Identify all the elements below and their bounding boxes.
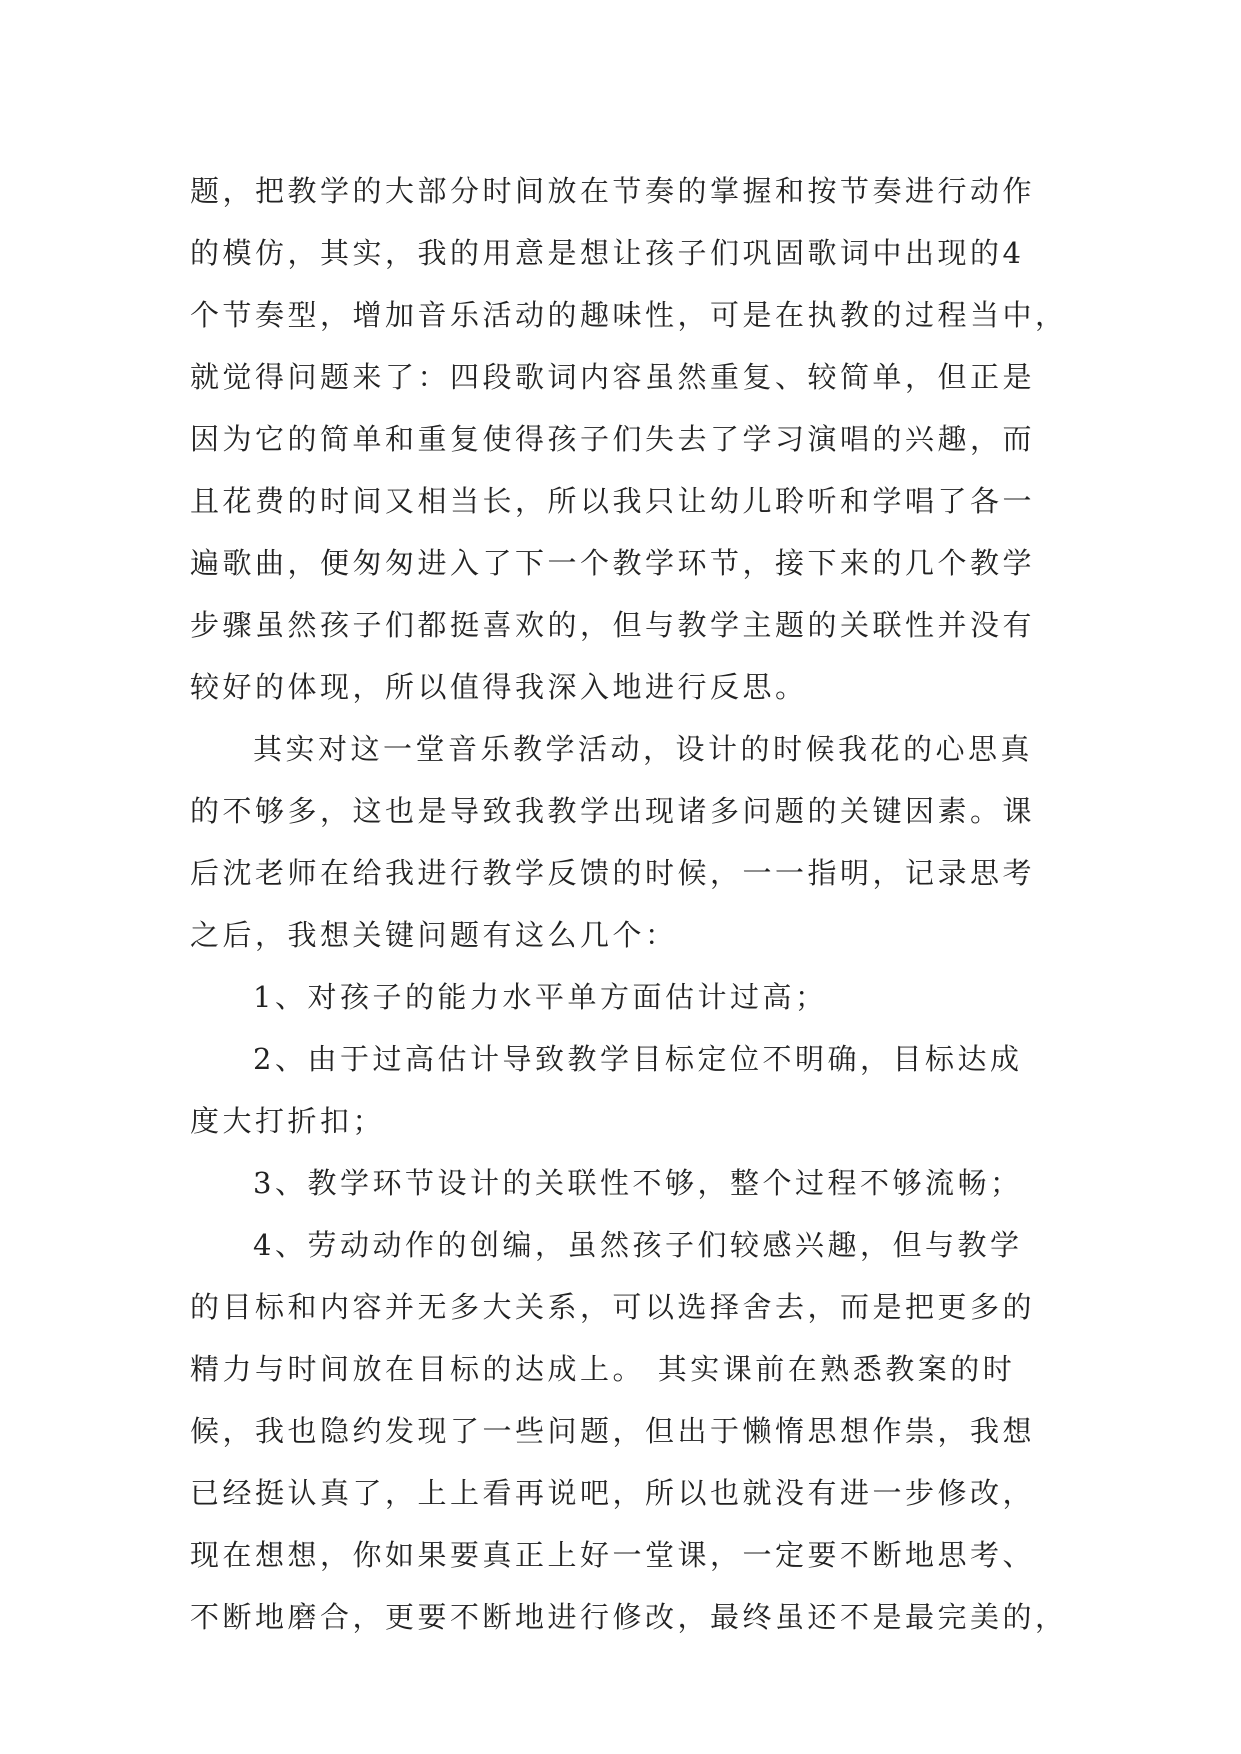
text-line: 其实对这一堂音乐教学活动，设计的时候我花的心思真 — [253, 732, 1034, 766]
text-line: 之后，我想关键问题有这么几个： — [190, 918, 678, 952]
text-line: 4、劳动动作的创编，虽然孩子们较感兴趣，但与教学 — [253, 1228, 1023, 1262]
text-line: 个节奏型，增加音乐活动的趣味性，可是在执教的过程当中， — [190, 298, 1068, 332]
text-line: 的不够多，这也是导致我教学出现诸多问题的关键因素。课 — [190, 794, 1036, 828]
text-line: 度大打折扣； — [190, 1104, 386, 1138]
document-body — [190, 160, 1068, 1648]
text-line: 精力与时间放在目标的达成上。 其实课前在熟悉教案的时 — [190, 1352, 1016, 1386]
text-line: 且花费的时间又相当长，所以我只让幼儿聆听和学唱了各一 — [190, 484, 1036, 518]
text-line: 因为它的简单和重复使得孩子们失去了学习演唱的兴趣，而 — [190, 422, 1036, 456]
text-line: 现在想想，你如果要真正上好一堂课，一定要不断地思考、 — [190, 1538, 1036, 1572]
text-line: 的模仿，其实，我的用意是想让孩子们巩固歌词中出现的4 — [190, 236, 1025, 270]
text-line: 的目标和内容并无多大关系，可以选择舍去，而是把更多的 — [190, 1290, 1036, 1324]
text-line: 步骤虽然孩子们都挺喜欢的，但与教学主题的关联性并没有 — [190, 608, 1036, 642]
text-line: 不断地磨合，更要不断地进行修改，最终虽还不是最完美的， — [190, 1600, 1068, 1634]
text-line: 1、对孩子的能力水平单方面估计过高； — [253, 980, 828, 1014]
text-line: 已经挺认真了，上上看再说吧，所以也就没有进一步修改， — [190, 1476, 1036, 1510]
text-line: 就觉得问题来了：四段歌词内容虽然重复、较简单，但正是 — [190, 360, 1036, 394]
text-line: 2、由于过高估计导致教学目标定位不明确，目标达成 — [253, 1042, 1023, 1076]
text-line: 3、教学环节设计的关联性不够，整个过程不够流畅； — [253, 1166, 1023, 1200]
text-line: 题，把教学的大部分时间放在节奏的掌握和按节奏进行动作 — [190, 174, 1036, 208]
text-line: 后沈老师在给我进行教学反馈的时候，一一指明，记录思考 — [190, 856, 1036, 890]
text-line: 较好的体现，所以值得我深入地进行反思。 — [190, 670, 808, 704]
text-line: 候，我也隐约发现了一些问题，但出于懒惰思想作祟，我想 — [190, 1414, 1036, 1448]
text-line: 遍歌曲，便匆匆进入了下一个教学环节，接下来的几个教学 — [190, 546, 1036, 580]
